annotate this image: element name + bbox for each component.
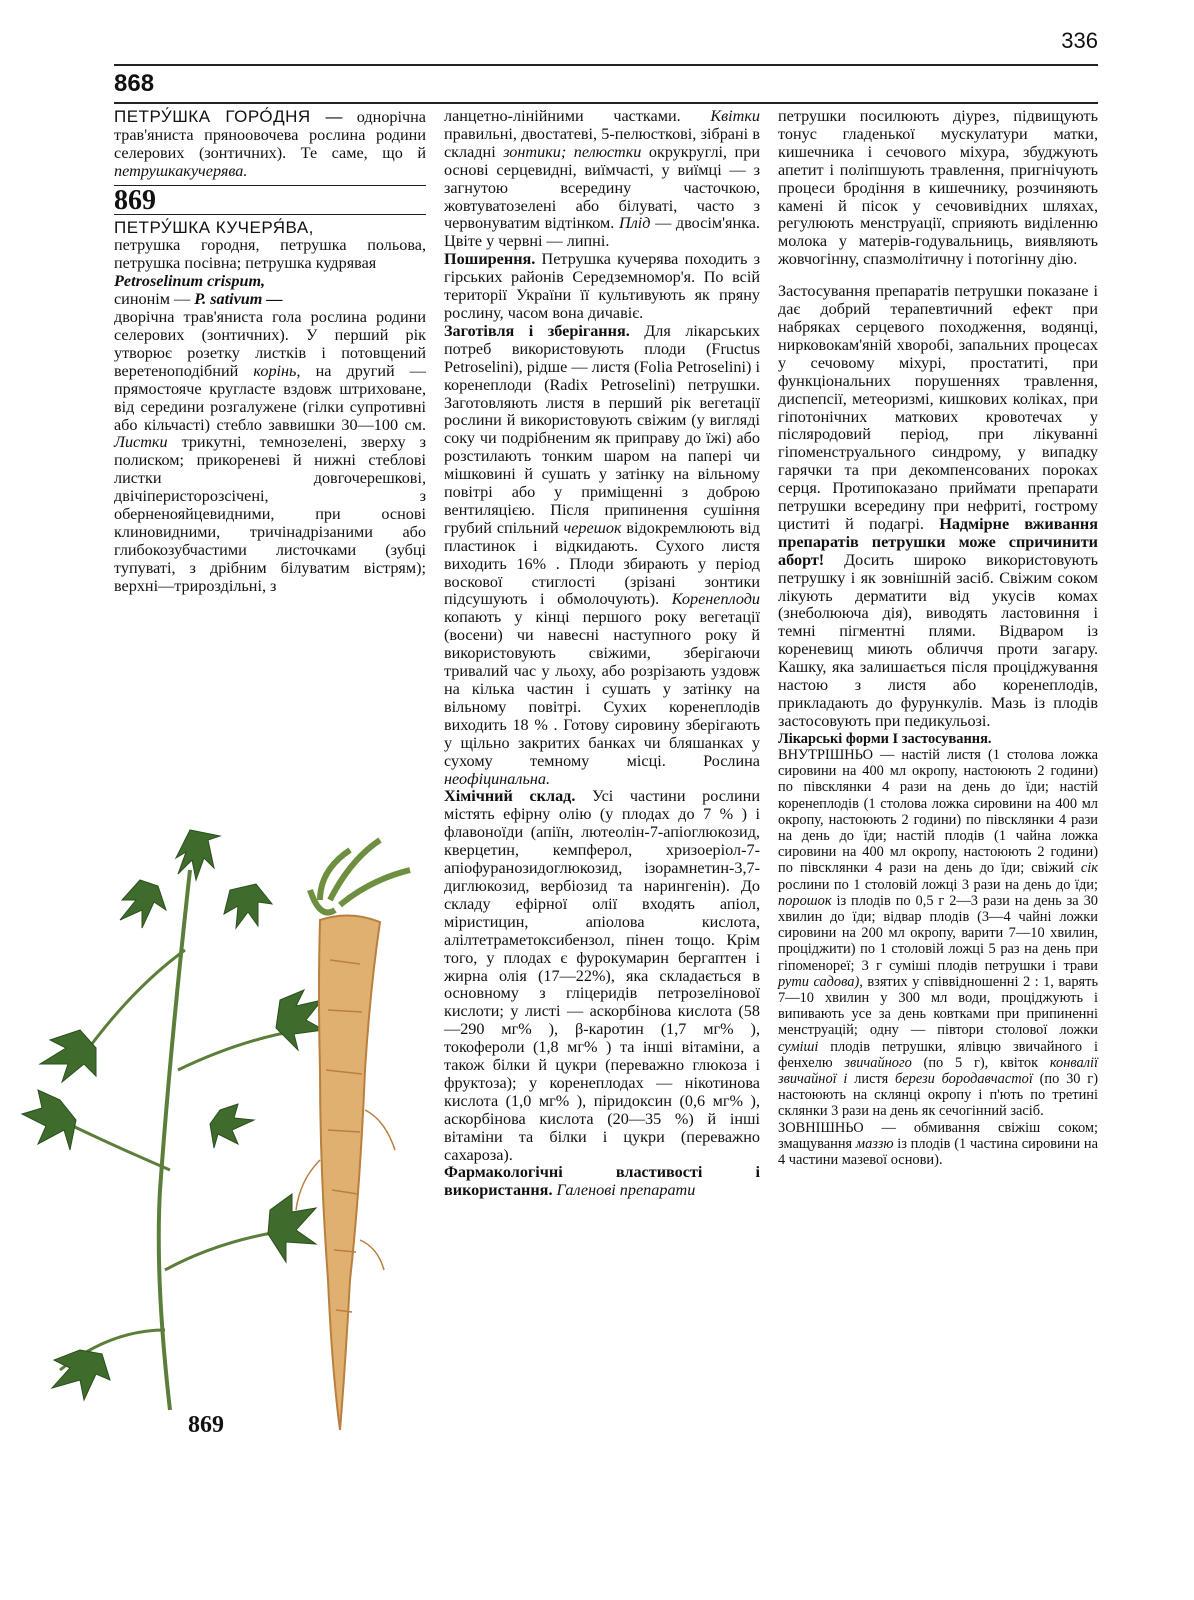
section-harvesting: Заготівля і зберігання. Для лікарських потреб використовують плоди (Fructus Petroselini), рідше — листя (Folia Petroselini) і коренеплоди (Radix Petroselini) петрушки. Заготовляють листя в перший рік вегетації рослини й використовують свіжим (у вигляді соку чи подрібненим як приправу до їжі) або розстилають тонким шаром на папері чи мішковині й сушать у затінку на вільному повітрі або у приміщенні з доброю вентиляцією. Після припинення сушіння грубий спільний черешок відокремлюють від пластинок і відкидають. Сухого листя виходить 16% . Плоди збирають у період воскової стиглості (зрізані зонтики підсушують і обмолочують). Коренеплоди копають у кінці першого року вегетації (восени) чи навесні наступного року й використовують свіжими, зберігаючи тривалий час у льоху, або розрізають уздовж на кілька частин і сушать у затінку на вільному повітрі. Сухих коренеплодів виходить 18 % . Готову сировину зберігають у щільно закритих банках чи бляшанках у сухому темному місці. Рослина неофіцинальна. (444, 321, 760, 788)
top-rule (114, 64, 1098, 66)
synonym-label: синонім — (114, 290, 195, 309)
entry-868-text (114, 108, 426, 181)
external-use: ЗОВНІШНЬО — обмивання свіжіш соком; змащування маззю із плодів (1 частина сировини на 4 частини мазевої основи). (778, 1119, 1099, 1169)
leaves (22, 830, 324, 1400)
term: корінь, (253, 361, 301, 380)
dosage-forms-heading: Лікарські форми І застосування. (778, 730, 992, 747)
headword-869: ПЕТРУ́ШКА КУЧЕРЯ́ВА, (114, 217, 314, 237)
entry-868-body: однорічна трав'яниста пряноовочева рослина родини селерових (зонтичних). Те саме, що й (114, 108, 426, 162)
entry-number-869: 869 (114, 184, 156, 216)
page-number: 336 (1061, 28, 1098, 53)
entry-869-intro (114, 219, 426, 596)
internal-use: ВНУТРІШНЬО — настій листя (1 столова ложка сировини на 400 мл окропу, настоюють 2 години) по півсклянки 4 рази на день до їди; настій коренеплодів (1 столова ложка сировини на 400 мл окропу, настоюють 2 години) по півсклянки 4 рази на день до їди; настій плодів (1 чайна ложка сировини на 400 мл окропу, настоюють 2 години) по півсклянки 4 рази на день до їди; свіжий сік рослини по 1 столовій ложці 3 рази на день до їди; порошок із плодів по 0,5 г 2—3 рази на день за 30 хвилин до їди; відвар плодів (3—4 чайні ложки сировини на 200 мл окропу, варити 7—10 хвилин, проціджити) по 1 столовій ложці 5 раз на день при гіпоменореї; 3 г суміші плодів петрушки і трави рути садова), взятих у співвідношенні 2 : 1, варять 7—10 хвилин у 300 мл води, проціджують і випивають усе за день ковтками при припиненні менструацій; одну — півтори столової ложки суміші плодів петрушки, ялівцю звичайного і фенхелю звичайного (по 5 г), квіток конвалії звичайної і листя берези бородавчастої (по 30 г) настоюють на склянці окропу і п'ють по третині склянки 3 рази на день як сечогінний засіб. (778, 747, 1099, 1120)
root (296, 840, 410, 1430)
section-chemistry: Хімічний склад. Усі частини рослини містять ефірну олію (у плодах до 7 % ) і флавоноїди (апіїн, лютеолін-7-апіоглюкозид, кверцетин, кемпферол, хризоеріол-7-апіофуранозидоглюкозид, ізорамнетин-3,7-диглюкозид, вербіозид та нарингенін). До складу ефірної олії входять апіол, міристицин, апіолова кислота, алілтетраметоксибензол, пінен тощо. Крім того, у плодах є фурокумарин бергаптен і жирна олія (17—22%), яка складається в основному з гліцеридів петрозелінової кислоти; у листі — аскорбінова кислота (58—290 мг% ), β-каротин (1,7 мг% ), токофероли (1,8 мг% ) та інші вітаміни, а також білки й цукри (переважно глюкоза і фруктоза); у коренеплодах — нікотинова кислота (1,0 мг% ), піридоксин (0,6 мг% ), аскорбінова кислота (20—35 %) й інші вітаміни та білки і цукри (переважно сахароза). (444, 787, 760, 1164)
headword-868: ПЕТРУ́ШКА ГОРО́ДНЯ — (114, 107, 344, 126)
description: трикутні, темнозелені, зверху з полиском; прикореневі й нижні стеблові листки довгочерешкові, двічіперисторозсічені, з оберненояйцевидними, при основі клиновидними, тричінадрізаними або глибокозубчастими листочками (зубці тупуваті, з дрібним білуватим вістрям); верхні—трироздільні, з (114, 433, 426, 595)
description: дворічна трав'яниста гола рослина родини селерових (зонтичних). У перший рік утворює розетку листків і потовщений веретеноподібний (114, 308, 426, 380)
entry-868-ref: петрушкакучерява. (114, 161, 248, 180)
term: Листки (114, 433, 168, 452)
synonyms: петрушка городня, петрушка польова, петрушка посівна; петрушка кудрявая (114, 236, 426, 273)
description: на другий — прямостояче кругласте вздовж штриховане, від середини розгалужене (гілки супротивні або кільчасті) стебло заввишки 30—100 см. (114, 361, 426, 434)
entry-number-868: 868 (114, 70, 155, 97)
figure-number: 869 (188, 1412, 224, 1438)
divider (114, 185, 426, 186)
rule-under-868 (114, 102, 1098, 104)
leaf-stem-group (40, 870, 300, 1410)
column-1 (114, 108, 426, 596)
parsley-illustration (20, 810, 430, 1450)
latin-name: Petroselinum crispum, (114, 272, 266, 291)
description-continued: ланцетно-лінійними частками. Квітки правильні, двостатеві, 5-пелюсткові, зібрані в складні зонтики; пелюстки окрукруглі, при основі серцевидні, виїмчасті, у виїмці — з загнутою всередину часточкою, жовтуватозелені або білуваті, часто з червонуватим відтінком. Плід — двосім'янка. Цвіте у червні — липні. (444, 107, 760, 251)
section-pharmacology: Фармакологічні властивості і використання. Галенові препарати (444, 1163, 760, 1200)
synonym-latin: P. sativum — (194, 290, 283, 309)
section-distribution: Поширення. Петрушка кучерява походить з гірських районів Середземномор'я. По всій території України її культивують як пряну рослину, часом вона дичавіє. (444, 250, 760, 322)
pharmacology-effects: петрушки посилюють діурез, підвищують тонус гладенької мускулатури матки, кишечника і сечового міхура, збуджують апетит і поліпшують травлення, пригнічують процеси бродіння в кишечнику, розчиняють камені й пісок у сечовивідних шляхах, регулюють менструації, сприяють виділенню молока у матерів-годувальниць, виявляють жовчогінну, спазмолітичну і потогінну дію. (778, 107, 1098, 269)
divider (114, 214, 426, 215)
column-2 (444, 108, 760, 1200)
dosage-forms (778, 731, 1098, 1168)
column-3 (778, 108, 1098, 1168)
pharmacology-uses: Застосування препаратів петрушки показане і дає добрий терапевтичний ефект при набряках серцевого походження, водянці, нирковокам'яній хворобі, запальних процесах у сечовому міхурі, простатиті, при функціональних порушеннях травлення, диспепсії, метеоризмі, кишкових коліках, при гіпотонічних маткових кровотечах у післяродовий період, при лікуванні гіпоменструального синдрому, у випадку гарячки та при декомпенсованих пороках серця. Протипоказано приймати препарати петрушки всередину при нефриті, гострому циститі й подагрі. Надмірне вживання препаратів петрушки може спричинити аборт! Досить широко використовують петрушку і як зовнішній засіб. Свіжим соком лікують дерматити від укусів комах (знеболююча дія), виводять ластовиння і темні пігментні плями. Відваром із кореневищ миють обличчя проти загару. Кашку, яка залишається після проціджування настою з листя або коренеплодів, прикладають до фурункулів. Мазь із плодів застосовують при педикульозі. (778, 282, 1098, 730)
